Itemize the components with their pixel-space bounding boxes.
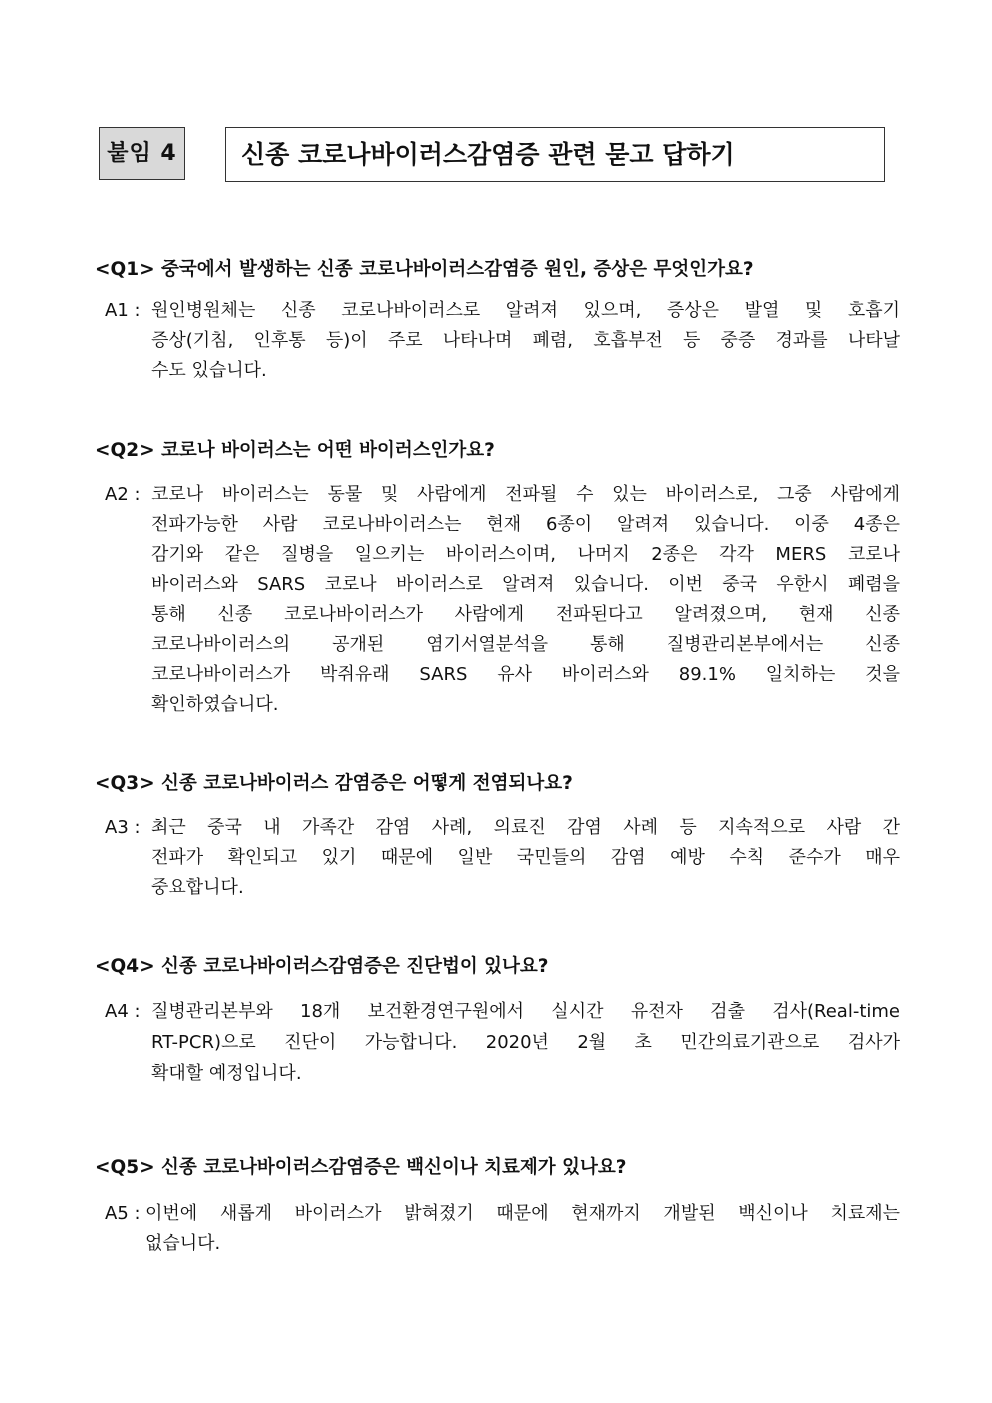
answer-line: 원인병원체는 신종 코로나바이러스로 알려져 있으며, 증상은 발열 및 호흡기 <box>151 300 900 321</box>
answer-line: RT-PCR)으로 진단이 가능합니다. 2020년 2월 초 민간의료기관으로 검사가 <box>151 1032 900 1053</box>
answer-line: 중요합니다. <box>151 877 244 898</box>
answer-3 <box>95 813 900 903</box>
answer-line: 없습니다. <box>145 1233 221 1254</box>
page-title: 신종 코로나바이러스감염증 관련 묻고 답하기 <box>225 127 885 182</box>
answer-line: 이번에 새롭게 바이러스가 밝혀졌기 때문에 현재까지 개발된 백신이나 치료제는 <box>145 1203 900 1224</box>
qa-item-4 <box>95 953 900 1089</box>
answer-label: A1 : <box>105 300 141 321</box>
question-2: <Q2> 코로나 바이러스는 어떤 바이러스인가요? <box>95 440 495 461</box>
qa-item-1 <box>95 256 900 386</box>
attachment-badge: 붙임 4 <box>99 127 185 180</box>
question-4: <Q4> 신종 코로나바이러스감염증은 진단법이 있나요? <box>95 956 549 977</box>
answer-line: 코로나바이러스가 박쥐유래 SARS 유사 바이러스와 89.1% 일치하는 것을 <box>151 664 900 685</box>
qa-item-2 <box>95 437 900 720</box>
question-5: <Q5> 신종 코로나바이러스감염증은 백신이나 치료제가 있나요? <box>95 1157 627 1178</box>
answer-label: A4 : <box>105 1001 141 1022</box>
answer-line: 감기와 같은 질병을 일으키는 바이러스이며, 나머지 2종은 각각 MERS 코로나 <box>151 544 900 565</box>
answer-label: A5 : <box>105 1203 141 1224</box>
answer-line: 확대할 예정입니다. <box>151 1063 302 1084</box>
answer-2 <box>95 480 900 720</box>
answer-label: A2 : <box>105 484 141 505</box>
answer-line: 바이러스와 SARS 코로나 바이러스로 알려져 있습니다. 이번 중국 우한시 폐렴을 <box>151 574 900 595</box>
answer-line: 코로나바이러스의 공개된 염기서열분석을 통해 질병관리본부에서는 신종 <box>151 634 900 655</box>
answer-line: 최근 중국 내 가족간 감염 사례, 의료진 감염 사례 등 지속적으로 사람 간 <box>151 817 900 838</box>
document-header <box>99 127 885 182</box>
question-3: <Q3> 신종 코로나바이러스 감염증은 어떻게 전염되나요? <box>95 773 573 794</box>
answer-line: 통해 신종 코로나바이러스가 사람에게 전파된다고 알려졌으며, 현재 신종 <box>151 604 900 625</box>
answer-label: A3 : <box>105 817 141 838</box>
answer-line: 증상(기침, 인후통 등)이 주로 나타나며 폐렴, 호흡부전 등 중증 경과를 나타날 <box>151 330 900 351</box>
question-1: <Q1> 중국에서 발생하는 신종 코로나바이러스감염증 원인, 증상은 무엇인가요? <box>95 259 754 280</box>
qa-item-3 <box>95 770 900 903</box>
answer-line: 확인하였습니다. <box>151 694 279 715</box>
answer-line: 질병관리본부와 18개 보건환경연구원에서 실시간 유전자 검출 검사(Real-time <box>151 1001 900 1022</box>
answer-line: 수도 있습니다. <box>151 360 267 381</box>
answer-line: 전파가 확인되고 있기 때문에 일반 국민들의 감염 예방 수칙 준수가 매우 <box>151 847 900 868</box>
qa-item-5 <box>95 1154 900 1259</box>
answer-5 <box>95 1199 900 1259</box>
answer-line: 코로나 바이러스는 동물 및 사람에게 전파될 수 있는 바이러스로, 그중 사람에게 <box>151 484 900 505</box>
answer-4 <box>95 996 900 1089</box>
answer-1 <box>95 296 900 386</box>
answer-line: 전파가능한 사람 코로나바이러스는 현재 6종이 알려져 있습니다. 이중 4종은 <box>151 514 900 535</box>
